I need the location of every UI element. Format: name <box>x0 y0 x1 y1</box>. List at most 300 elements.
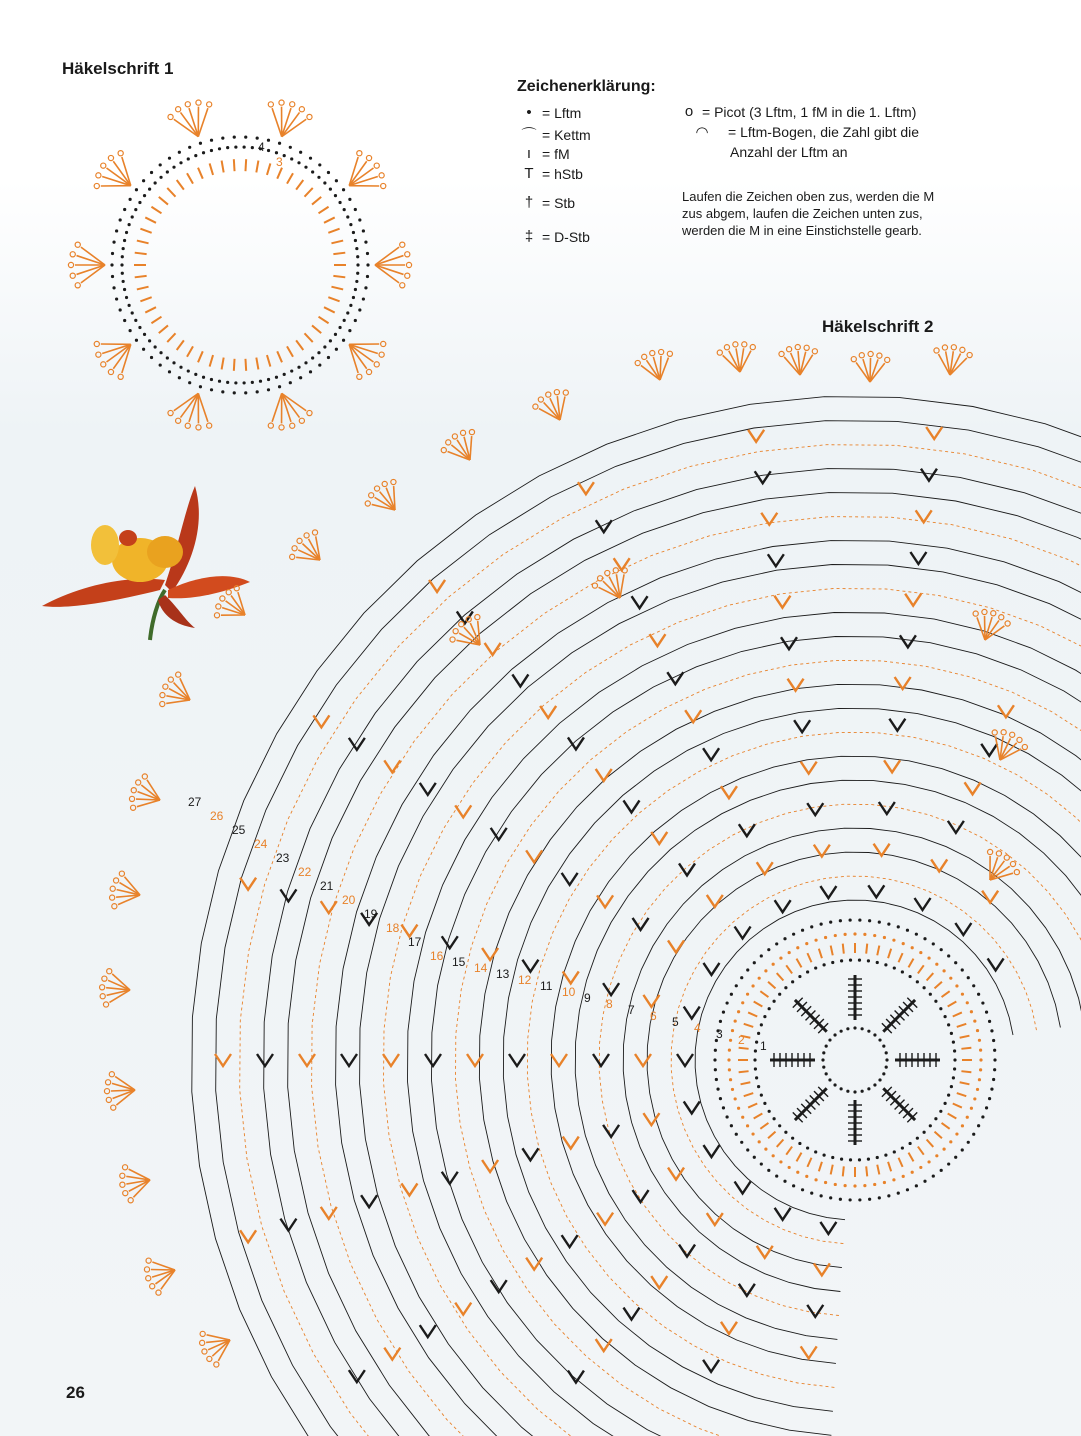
chain-dot <box>764 969 767 972</box>
cluster-stitch <box>889 719 905 731</box>
cluster-stitch <box>596 769 612 781</box>
chain-dot <box>154 181 157 184</box>
picot <box>118 374 123 379</box>
chain-dot <box>289 146 292 149</box>
cluster-stitch <box>801 762 817 774</box>
chain-dot <box>148 339 151 342</box>
chain-dot <box>911 946 914 949</box>
row-number: 23 <box>276 851 290 865</box>
ring-stitch <box>305 333 313 342</box>
fan-stitch <box>282 112 300 136</box>
chain-dot <box>788 951 791 954</box>
chain-dot <box>334 194 337 197</box>
chart2-title: Häkelschrift 2 <box>822 317 934 336</box>
picot <box>1004 855 1009 860</box>
border-fan <box>290 530 320 560</box>
row-number: 3 <box>276 155 283 169</box>
chain-dot <box>210 149 213 152</box>
chain-dot <box>715 1078 718 1081</box>
fan-stitch <box>107 344 131 362</box>
chain-dot <box>348 329 351 332</box>
chain-dot <box>131 215 134 218</box>
cluster-stitch <box>313 715 329 727</box>
chain-dot <box>992 1039 995 1042</box>
chain-dot <box>735 1133 738 1136</box>
chain-dot <box>979 1049 982 1052</box>
chain-dot <box>734 1019 737 1022</box>
cluster-stitch <box>240 1230 256 1242</box>
ring-stitch <box>287 346 293 356</box>
chain-dot <box>954 1156 957 1159</box>
chain-dot <box>934 1117 937 1120</box>
chain-dot <box>210 378 213 381</box>
chain-dot <box>961 1124 964 1127</box>
chain-dot <box>166 356 169 359</box>
chain-dot <box>199 385 202 388</box>
picot <box>176 418 181 423</box>
cluster-stitch <box>522 960 538 972</box>
cluster-stitch <box>667 672 683 684</box>
chain-dot <box>950 1085 953 1088</box>
cluster-stitch <box>635 1054 651 1066</box>
picot <box>1017 737 1022 742</box>
picot <box>214 1362 219 1367</box>
ring-stitch <box>935 982 942 989</box>
ring-stitch <box>899 1158 903 1167</box>
ring-stitch <box>331 287 343 290</box>
picot <box>441 448 446 453</box>
chain-dot <box>783 937 786 940</box>
chain-dot <box>112 286 115 289</box>
chain-dot <box>129 198 132 201</box>
chain-dot <box>768 1007 771 1010</box>
chain-dot <box>814 939 817 942</box>
chain-dot <box>906 1188 909 1191</box>
fan-stitch <box>166 700 190 703</box>
ring-stitch <box>754 1002 763 1007</box>
chain-dot <box>947 1094 950 1097</box>
ring-stitch <box>135 276 147 277</box>
chain-dot <box>143 194 146 197</box>
cluster-stitch <box>568 737 584 749</box>
chain-dot <box>973 1019 976 1022</box>
chain-arc <box>384 589 1081 1436</box>
cluster-stitch <box>775 1208 791 1220</box>
chain-dot <box>352 296 355 299</box>
ring-stitch <box>831 1165 833 1175</box>
chain-dot <box>199 142 202 145</box>
fan-stitch <box>863 359 870 382</box>
chain-dot <box>355 280 358 283</box>
row-number: 8 <box>606 997 613 1011</box>
ring-stitch <box>744 1024 754 1027</box>
chain-dot <box>354 319 357 322</box>
ring-stitch <box>210 163 213 174</box>
chain-dot <box>135 188 138 191</box>
chain-dot <box>952 1041 955 1044</box>
fan-stitch <box>207 1335 230 1340</box>
chain-dot <box>822 1154 825 1157</box>
chain-dot <box>172 166 175 169</box>
legend-item-arc: ◠ = Lftm-Bogen, die Zahl gibt die <box>680 123 919 141</box>
chain-dot <box>822 1051 825 1054</box>
chain-dot <box>168 370 171 373</box>
chain-dot <box>734 1097 737 1100</box>
picot <box>546 392 551 397</box>
cluster-stitch <box>257 1054 273 1066</box>
stitch-rib <box>215 1054 693 1066</box>
picot <box>1001 730 1006 735</box>
cluster-stitch <box>596 520 612 532</box>
fan-stitch <box>141 785 160 800</box>
ring-stitch <box>277 168 282 179</box>
ring-stitch <box>744 1093 754 1096</box>
chain-dot <box>831 1156 834 1159</box>
cluster-stitch <box>485 643 501 655</box>
chain-dot <box>927 956 930 959</box>
chain-dot <box>267 149 270 152</box>
fan-stitch <box>77 256 105 265</box>
ring-stitch <box>942 1123 950 1129</box>
chain-dot <box>861 1027 864 1030</box>
chain-dot <box>784 986 787 989</box>
chain-arc <box>264 469 1081 1436</box>
chain-dot <box>343 319 346 322</box>
row-number: 18 <box>386 921 400 935</box>
ring-stitch <box>927 1140 934 1147</box>
chain-dot <box>233 136 236 139</box>
ring-stitch <box>768 1132 775 1139</box>
chain-dot <box>967 1141 970 1144</box>
chain-dot <box>916 1137 919 1140</box>
cluster-stitch <box>420 1325 436 1337</box>
picot <box>200 1331 205 1336</box>
picot <box>357 374 362 379</box>
ring-stitch <box>909 1153 914 1162</box>
picot <box>160 692 165 697</box>
cluster-stitch <box>868 885 884 897</box>
picot <box>366 369 371 374</box>
chain-dot <box>719 1020 722 1023</box>
picot <box>290 554 295 559</box>
legend-item-kettm: ⌒ = Kettm <box>520 124 591 145</box>
ring-stitch <box>151 207 161 214</box>
chain-dot <box>831 961 834 964</box>
centre-spoke <box>895 1053 940 1067</box>
cluster-stitch <box>603 983 619 995</box>
chain-dot <box>885 1051 888 1054</box>
chain-dot <box>275 376 278 379</box>
chain-dot <box>299 376 302 379</box>
chain-dot <box>244 391 247 394</box>
fan-stitch <box>470 436 472 460</box>
chain-dot <box>844 1184 847 1187</box>
chain-dot <box>932 942 935 945</box>
chain-dot <box>978 1078 981 1081</box>
chain-dot <box>825 1072 828 1075</box>
chain-dot <box>798 1142 801 1145</box>
picot <box>111 1105 116 1110</box>
cluster-stitch <box>633 918 649 930</box>
ring-stitch <box>167 188 175 197</box>
ring-stitch <box>328 297 339 301</box>
centre-spoke <box>793 1087 828 1122</box>
picot <box>868 351 873 356</box>
ring-stitch <box>957 1024 967 1027</box>
cluster-stitch <box>679 863 695 875</box>
chain-dot <box>122 280 125 283</box>
chain-dot <box>954 961 957 964</box>
cluster-stitch <box>684 1101 700 1113</box>
ring-stitch <box>866 944 867 954</box>
chain-dot <box>143 333 146 336</box>
chart1-title: Häkelschrift 1 <box>62 59 174 78</box>
fan-stitch <box>111 1090 135 1091</box>
picot <box>1010 861 1015 866</box>
picot <box>107 969 112 974</box>
fan-stitch <box>985 620 999 640</box>
chain-dot <box>878 1196 881 1199</box>
chain-dot <box>221 390 224 393</box>
chain-dot <box>289 381 292 384</box>
chain-dot <box>966 1116 969 1119</box>
chain-dot <box>893 966 896 969</box>
chain-dot <box>142 348 145 351</box>
chain-dot <box>775 1174 778 1177</box>
chain-dot <box>882 1045 885 1048</box>
chain-dot <box>354 208 357 211</box>
picot <box>374 486 379 491</box>
cluster-stitch <box>361 1195 377 1207</box>
picot <box>119 871 124 876</box>
chain-dot <box>111 252 114 255</box>
picot <box>533 404 538 409</box>
chain-dot <box>947 954 950 957</box>
picot <box>374 362 379 367</box>
chain-dot <box>779 956 782 959</box>
chain-dot <box>760 954 763 957</box>
fan-stitch <box>375 256 403 265</box>
chain-dot <box>942 1147 945 1150</box>
row-number: 16 <box>430 949 444 963</box>
chain-dot <box>985 1011 988 1014</box>
picot <box>453 629 458 634</box>
picot <box>163 684 168 689</box>
cluster-stitch <box>455 805 471 817</box>
dot-icon: • <box>526 104 532 121</box>
border-fan <box>934 345 972 375</box>
cluster-stitch <box>707 895 723 907</box>
crochet-chart-2 <box>100 342 1081 1436</box>
picot <box>406 262 411 267</box>
chain-dot <box>923 986 926 989</box>
chain-dot <box>354 239 357 242</box>
chain-dot <box>751 1132 754 1135</box>
cluster-stitch <box>703 963 719 975</box>
chain-dot <box>259 380 262 383</box>
chain-dot <box>990 1029 993 1032</box>
chain-dot <box>731 1029 734 1032</box>
ring-stitch <box>819 1162 822 1172</box>
picot <box>987 849 992 854</box>
chain-arc <box>312 517 1081 1436</box>
chart1-fan <box>375 242 412 288</box>
cluster-stitch <box>603 1125 619 1137</box>
chain-dot <box>728 1049 731 1052</box>
cluster-stitch <box>721 786 737 798</box>
ring-stitch <box>741 1082 751 1084</box>
chain-dot <box>722 1106 725 1109</box>
chain-dot <box>218 380 221 383</box>
border-fan <box>200 1331 230 1367</box>
picot <box>786 347 791 352</box>
chain-dot <box>123 288 126 291</box>
chain-dot <box>885 1066 888 1069</box>
fan-stitch <box>174 119 198 136</box>
chain-dot <box>226 146 229 149</box>
chain-dot <box>878 921 881 924</box>
ring-stitch <box>234 159 235 171</box>
fan-stitch <box>198 393 208 421</box>
chain-dot <box>883 1181 886 1184</box>
chain-dot <box>947 1023 950 1026</box>
chain-dot <box>993 1058 996 1061</box>
chain-dot <box>805 1175 808 1178</box>
picot <box>94 183 99 188</box>
stitch-rib <box>313 715 719 975</box>
chain-dot <box>760 1023 763 1026</box>
stitch-rib <box>349 1145 720 1382</box>
ring-stitch <box>877 946 879 956</box>
picot <box>106 1097 111 1102</box>
picot <box>859 353 864 358</box>
picot <box>613 568 618 573</box>
chain-dot <box>727 1058 730 1061</box>
picot <box>160 701 165 706</box>
picot <box>960 347 965 352</box>
chain-dot <box>961 968 964 971</box>
cluster-stitch <box>684 1007 700 1019</box>
picot <box>156 1290 161 1295</box>
legend-item-picot: o = Picot (3 Lftm, 1 fM in die 1. Lftm) <box>680 103 916 120</box>
picot <box>146 1276 151 1281</box>
picot <box>724 345 729 350</box>
ring-stitch <box>267 355 270 366</box>
chart1-fan <box>268 100 312 137</box>
chain-dot <box>154 345 157 348</box>
chain-dot <box>849 918 852 921</box>
picot <box>934 348 939 353</box>
picot <box>885 357 890 362</box>
chain-dot <box>138 201 141 204</box>
cluster-stitch <box>383 1054 399 1066</box>
chain-dot <box>853 1184 856 1187</box>
arc-small-icon: ⌒ <box>521 127 537 144</box>
ring-stitch <box>760 1123 768 1129</box>
cluster-stitch <box>349 738 365 750</box>
chain-dot <box>775 942 778 945</box>
legend-item-fm: ı = fM <box>520 145 570 162</box>
chain-dot <box>150 356 153 359</box>
picot <box>131 805 136 810</box>
chain-dot <box>304 166 307 169</box>
picot <box>268 102 273 107</box>
picot <box>391 479 396 484</box>
cluster-stitch <box>685 710 701 722</box>
chain-dot <box>923 937 926 940</box>
chain-dot <box>942 969 945 972</box>
row-number: 14 <box>474 961 488 975</box>
picot <box>136 780 141 785</box>
picot <box>207 102 212 107</box>
row-number: 3 <box>716 1027 723 1041</box>
stitch-rib <box>240 1101 700 1242</box>
stitch-rib <box>703 1208 791 1372</box>
picot <box>146 1258 151 1263</box>
picot <box>142 774 147 779</box>
picot <box>812 349 817 354</box>
chain-dot <box>783 1180 786 1183</box>
stitch-rib <box>240 878 700 1019</box>
border-fan <box>365 479 396 510</box>
chart1-fan <box>268 393 312 430</box>
row-number: 19 <box>364 907 378 921</box>
chain-dot <box>876 1156 879 1159</box>
ring-stitch <box>942 991 950 997</box>
cluster-stitch <box>820 1222 836 1234</box>
chain-dot <box>947 1162 950 1165</box>
picot <box>554 390 559 395</box>
chain-dot <box>779 1160 782 1163</box>
ring-stitch <box>333 253 345 254</box>
chain-dot <box>329 339 332 342</box>
cluster-stitch <box>757 1246 773 1258</box>
cluster-stitch <box>562 1235 578 1247</box>
chain-dot <box>772 1154 775 1157</box>
chain-dot <box>810 1192 813 1195</box>
chart1-fan <box>94 341 131 379</box>
fan-stitch <box>375 265 403 274</box>
picot <box>750 344 755 349</box>
cluster-stitch <box>707 1213 723 1225</box>
ring-stitch <box>918 1147 924 1155</box>
border-fan <box>779 344 818 375</box>
cluster-stitch <box>482 948 498 960</box>
chain-arc-icon: ◠ <box>695 124 709 141</box>
chain-dot <box>760 1162 763 1165</box>
chain-dot <box>335 179 338 182</box>
picot <box>446 440 451 445</box>
picot <box>96 173 101 178</box>
picot <box>635 360 640 365</box>
chain-dot <box>943 1102 946 1105</box>
chain-dot <box>364 241 367 244</box>
chain-dot <box>111 275 114 278</box>
chain-dot <box>311 170 314 173</box>
cluster-stitch <box>632 596 648 608</box>
fan-stitch <box>181 112 199 136</box>
chain-dot <box>311 356 314 359</box>
picot <box>75 242 80 247</box>
chain-dot <box>327 356 330 359</box>
stitch-rib <box>988 958 1004 970</box>
chain-dot <box>806 970 809 973</box>
picot <box>992 730 997 735</box>
chain-dot <box>746 968 749 971</box>
chain-dot <box>858 959 861 962</box>
chain-dot <box>352 231 355 234</box>
chain-dot <box>366 275 369 278</box>
